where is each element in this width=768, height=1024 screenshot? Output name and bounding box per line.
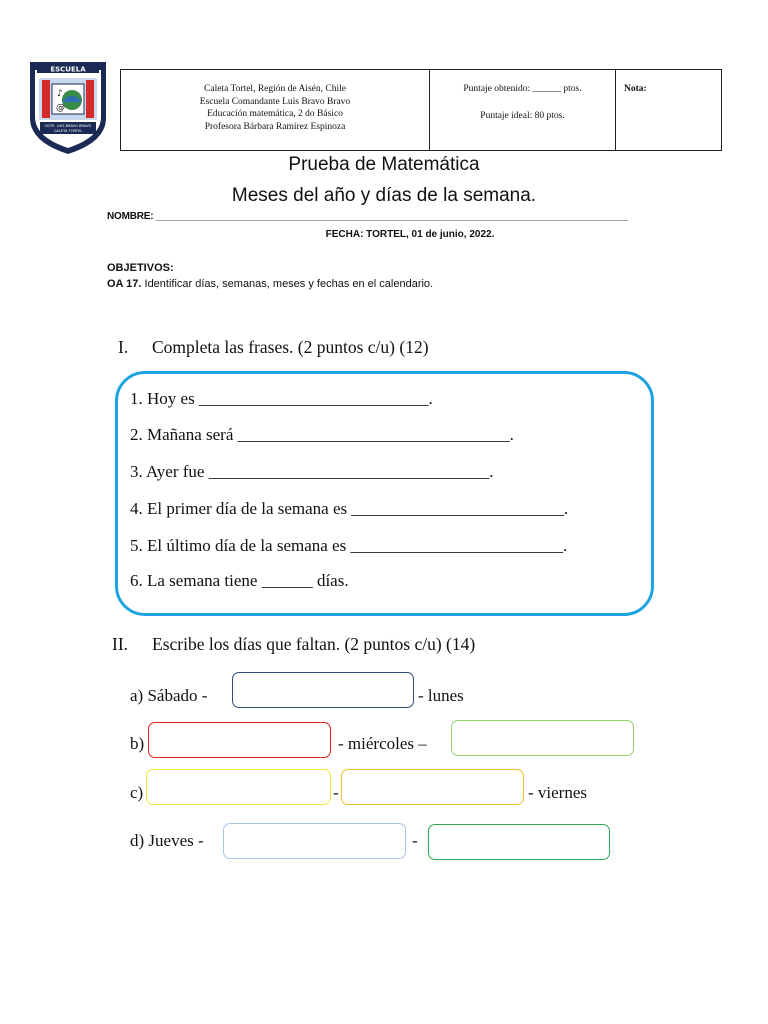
row-b-middle: - miércoles – — [338, 734, 427, 753]
logo-bottom-text-2: CALETA TORTEL — [53, 129, 83, 133]
date-line: FECHA: TORTEL, 01 de junio, 2022. — [325, 229, 495, 240]
row-d-label: d) Jueves - — [130, 831, 204, 850]
row-c-after: - viernes — [528, 783, 588, 802]
sentence-2[interactable]: 2. Mañana será ________________________________. — [130, 425, 514, 444]
sentence-5[interactable]: 5. El último día de la semana es _________________________. — [130, 536, 568, 555]
school-line: Escuela Comandante Luis Bravo Bravo — [199, 96, 351, 107]
name-field[interactable]: NOMBRE: ________________________________________________________________________________________ — [107, 211, 628, 222]
score-ideal: Puntaje ideal: 80 ptos. — [480, 111, 565, 121]
sentence-3[interactable]: 3. Ayer fue _________________________________. — [130, 462, 494, 481]
school-line: Profesora Bárbara Ramírez Espinoza — [204, 121, 346, 132]
section-1-title: Completa las frases. (2 puntos c/u) (12) — [152, 337, 429, 357]
sentence-6[interactable]: 6. La semana tiene ______ días. — [130, 571, 349, 590]
score-obtained: Puntaje obtenido: ______ ptos. — [463, 84, 582, 94]
svg-text:@: @ — [56, 103, 65, 113]
row-b-label: b) — [130, 734, 145, 753]
grade-cell — [616, 70, 721, 150]
page-subtitle: Meses del año y días de la semana. — [231, 185, 537, 206]
answer-box-d2[interactable] — [428, 824, 610, 860]
school-logo — [28, 60, 108, 156]
sentence-4[interactable]: 4. El primer día de la semana es _________________________. — [130, 499, 569, 518]
logo-bottom-text-1: CDTE. LUIS BRAVO BRAVO — [44, 124, 92, 128]
answer-box-c2[interactable] — [341, 769, 524, 805]
objective-line — [107, 278, 433, 290]
school-line: Caleta Tortel, Región de Aisén, Chile — [204, 84, 346, 94]
section-2-title: Escribe los días que faltan. (2 puntos c/u) (14) — [152, 634, 476, 654]
row-a-after: - lunes — [418, 686, 464, 705]
answer-box-d1[interactable] — [223, 823, 406, 859]
answer-box-c1[interactable] — [146, 769, 331, 805]
answer-box-b1[interactable] — [148, 722, 331, 758]
section-1-numeral: I. — [118, 337, 129, 357]
row-c-label: c) — [130, 783, 144, 802]
row-d-middle: - — [412, 831, 418, 850]
logo-top-text: ESCUELA — [50, 65, 86, 74]
svg-text:♪: ♪ — [57, 89, 63, 99]
section-2-numeral: II. — [112, 634, 129, 654]
grade-label: Nota: — [624, 84, 647, 94]
header-table — [120, 69, 722, 151]
objective-code: OA 17. — [107, 278, 142, 290]
school-line: Educación matemática, 2 do Básico — [207, 109, 343, 119]
answer-box-b2[interactable] — [451, 720, 634, 756]
answer-box-a1[interactable] — [232, 672, 414, 708]
row-c-middle: - — [333, 783, 339, 802]
objective-text: Identificar días, semanas, meses y fechas en el calendario. — [141, 278, 434, 290]
sentence-1[interactable]: 1. Hoy es ___________________________. — [130, 389, 433, 408]
page-title: Prueba de Matemática — [288, 154, 480, 175]
row-a-label: a) Sábado - — [130, 686, 208, 705]
score-cell — [430, 70, 616, 150]
school-info — [121, 70, 430, 150]
objectives-heading: OBJETIVOS: — [107, 262, 174, 274]
